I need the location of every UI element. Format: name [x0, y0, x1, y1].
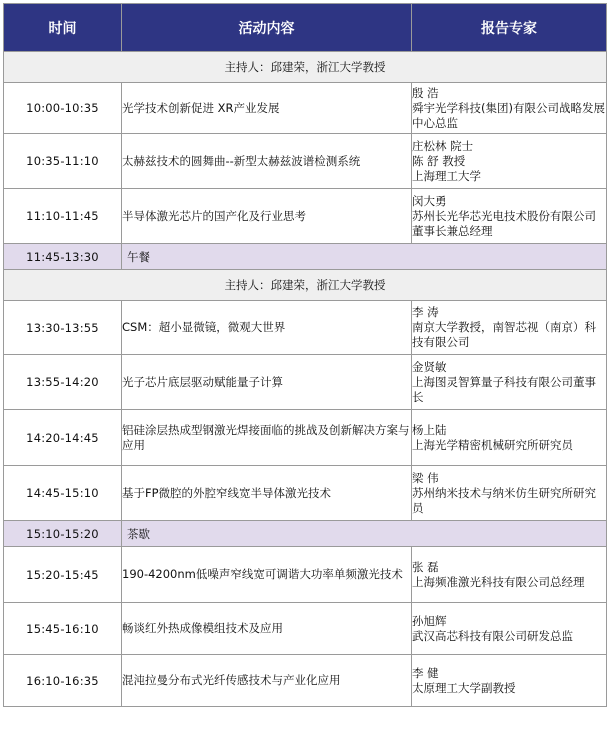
expert-name: 闵大勇 — [412, 193, 447, 208]
host-row — [4, 270, 607, 301]
expert-affiliation: 上海图灵智算量子科技有限公司董事长 — [412, 374, 596, 404]
talk-expert — [412, 547, 607, 603]
table-row — [4, 655, 607, 707]
talk-time: 14:45-15:10 — [4, 466, 122, 521]
expert-name: 李 涛 — [412, 305, 439, 319]
expert-name: 孙旭辉 — [412, 613, 447, 628]
expert-affiliation: 太原理工大学副教授 — [412, 680, 516, 695]
talk-topic: 光学技术创新促进 XR产业发展 — [122, 83, 412, 134]
talk-expert — [412, 189, 607, 244]
talk-expert — [412, 410, 607, 466]
expert-name: 张 磊 — [412, 559, 439, 574]
expert-name: 殷 浩 — [412, 85, 439, 100]
table-row — [4, 410, 607, 466]
break-title: 茶歇 — [122, 521, 607, 547]
header-expert: 报告专家 — [412, 4, 607, 52]
expert-name: 梁 伟 — [412, 470, 439, 485]
talk-time: 15:45-16:10 — [4, 603, 122, 655]
break-title: 午餐 — [122, 244, 607, 270]
table-row — [4, 466, 607, 521]
header-row — [4, 4, 607, 52]
break-row — [4, 244, 607, 270]
expert-affiliation: 苏州长光华芯光电技术股份有限公司董事长兼总经理 — [412, 208, 596, 238]
talk-expert — [412, 355, 607, 410]
expert-affiliation: 南京大学教授，南智芯视（南京）科技有限公司 — [412, 320, 596, 349]
expert-name: 庄松林 院士 — [412, 138, 474, 153]
expert-title: 陈 舒 教授 — [412, 153, 466, 168]
table-row — [4, 134, 607, 189]
expert-affiliation: 武汉高芯科技有限公司研发总监 — [412, 628, 573, 643]
talk-topic: 基于FP微腔的外腔窄线宽半导体激光技术 — [122, 466, 412, 521]
expert-name: 金贤敏 — [412, 359, 447, 374]
expert-affiliation: 苏州纳米技术与纳米仿生研究所研究员 — [412, 485, 596, 515]
talk-expert — [412, 301, 607, 355]
talk-expert — [412, 134, 607, 189]
talk-time: 16:10-16:35 — [4, 655, 122, 707]
expert-name: 杨上陆 — [412, 422, 447, 437]
talk-topic: 半导体激光芯片的国产化及行业思考 — [122, 189, 412, 244]
table-row — [4, 547, 607, 603]
talk-expert — [412, 466, 607, 521]
talk-time: 13:30-13:55 — [4, 301, 122, 355]
talk-topic: 光子芯片底层驱动赋能量子计算 — [122, 355, 412, 410]
table-row — [4, 301, 607, 355]
talk-topic: 190-4200nm低噪声窄线宽可调谐大功率单频激光技术 — [122, 547, 412, 603]
talk-topic: 铝硅涂层热成型钢激光焊接面临的挑战及创新解决方案与应用 — [122, 410, 412, 466]
talk-topic: 畅谈红外热成像模组技术及应用 — [122, 603, 412, 655]
talk-expert — [412, 603, 607, 655]
table-row — [4, 603, 607, 655]
talk-time: 11:10-11:45 — [4, 189, 122, 244]
break-time: 15:10-15:20 — [4, 521, 122, 547]
expert-affiliation: 舜宇光学科技(集团)有限公司战略发展中心总监 — [412, 100, 605, 130]
talk-time: 15:20-15:45 — [4, 547, 122, 603]
expert-affiliation: 上海光学精密机械研究所研究员 — [412, 437, 573, 452]
host-row — [4, 52, 607, 83]
expert-affiliation: 上海频准激光科技有限公司总经理 — [412, 574, 585, 589]
talk-topic: 太赫兹技术的圆舞曲--新型太赫兹波谱检测系统 — [122, 134, 412, 189]
talk-expert — [412, 83, 607, 134]
talk-topic: 混沌拉曼分布式光纤传感技术与产业化应用 — [122, 655, 412, 707]
schedule-table — [3, 3, 607, 707]
talk-expert — [412, 655, 607, 707]
talk-time: 13:55-14:20 — [4, 355, 122, 410]
table-row — [4, 83, 607, 134]
break-time: 11:45-13:30 — [4, 244, 122, 270]
table-row — [4, 189, 607, 244]
talk-time: 10:00-10:35 — [4, 83, 122, 134]
talk-time: 10:35-11:10 — [4, 134, 122, 189]
expert-affiliation: 上海理工大学 — [412, 168, 481, 183]
talk-topic: CSM：超小显微镜，微观大世界 — [122, 301, 412, 355]
break-row — [4, 521, 607, 547]
header-time: 时间 — [4, 4, 122, 52]
talk-time: 14:20-14:45 — [4, 410, 122, 466]
header-topic: 活动内容 — [122, 4, 412, 52]
expert-name: 李 健 — [412, 665, 439, 680]
host-text: 主持人：邱建荣，浙江大学教授 — [4, 52, 607, 83]
table-row — [4, 355, 607, 410]
host-text: 主持人：邱建荣，浙江大学教授 — [4, 270, 607, 301]
